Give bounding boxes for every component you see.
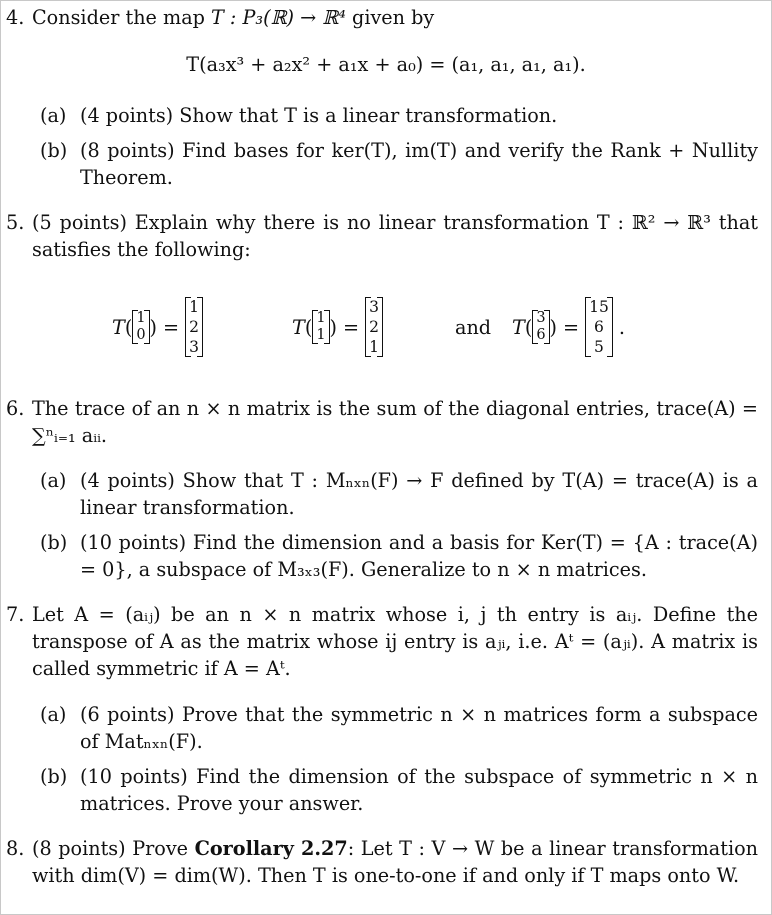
question-number: 5. — [6, 211, 25, 234]
part-label: (a) — [40, 469, 67, 492]
t-symbol: T — [112, 315, 125, 339]
part-text: (10 points) Find the dimension and a basis for Ker(T) = {A : trace(A) = 0}, a subspace of M₃ₓ₃(F). Generalize to n × n matrices. — [80, 531, 758, 581]
part-text: (4 points) Show that T is a linear transformation. — [80, 104, 558, 127]
part-text: (4 points) Show that T : Mₙₓₙ(F) → F defined by T(A) = trace(A) is a linear transformation. — [80, 469, 758, 519]
question-5 — [6, 209, 758, 263]
part-text: (8 points) Find bases for ker(T), im(T) and verify the Rank + Nullity Theorem. — [80, 139, 758, 189]
q6-part-b — [40, 529, 758, 583]
question-number: 6. — [6, 397, 25, 420]
q8-points: (8 points) Prove — [32, 837, 189, 860]
q4-equation: T(a₃x³ + a₂x² + a₁x + a₀) = (a₁, a₁, a₁, a₁). — [186, 53, 586, 76]
part-label: (a) — [40, 703, 67, 726]
q5-map-1: T ( 1 0 ) = 1 2 3 — [112, 282, 203, 372]
q8-text: : Let T : V → W be a linear transformation with dim(V) = dim(W). Then T is one-to-one if and only if T maps onto W. — [32, 837, 758, 887]
q7-part-a — [40, 701, 758, 755]
q5-map-3: T ( 3 6 ) = 15 6 5 . — [512, 298, 625, 356]
q7-part-b — [40, 763, 758, 817]
q5-and: and — [455, 315, 492, 339]
q6-part-a — [40, 467, 758, 521]
question-number: 4. — [6, 6, 25, 29]
question-number: 8. — [6, 837, 25, 860]
question-7 — [6, 601, 758, 682]
q5-text: (5 points) Explain why there is no linear transformation T : ℝ² → ℝ³ that satisfies the following: — [32, 211, 758, 261]
q4-part-a — [40, 102, 758, 129]
q4-map: T : P₃(ℝ) → ℝ⁴ — [211, 6, 346, 29]
part-label: (b) — [40, 765, 68, 788]
part-label: (b) — [40, 531, 68, 554]
part-text: (10 points) Find the dimension of the subspace of symmetric n × n matrices. Prove your answer. — [80, 765, 758, 815]
question-6 — [6, 395, 758, 449]
q5-map-2: T ( 1 1 ) = 3 2 1 — [292, 282, 383, 372]
t-symbol: T — [512, 315, 525, 339]
q8-corollary: Corollary 2.27 — [194, 837, 348, 860]
output-vector: 1 2 3 — [185, 297, 203, 357]
q4-given-by: given by — [352, 6, 435, 29]
output-vector: 3 2 1 — [365, 297, 383, 357]
q4-part-b — [40, 137, 758, 191]
t-symbol: T — [292, 315, 305, 339]
input-vector: 1 0 — [132, 310, 149, 344]
question-4 — [6, 4, 758, 31]
part-text: (6 points) Prove that the symmetric n × n matrices form a subspace of Matₙₓₙ(F). — [80, 703, 758, 753]
question-8 — [6, 835, 758, 889]
input-vector: 1 1 — [312, 310, 329, 344]
output-vector: 15 6 5 — [585, 297, 613, 357]
part-label: (a) — [40, 104, 67, 127]
q4-intro: Consider the map — [32, 6, 205, 29]
part-label: (b) — [40, 139, 68, 162]
q5-conditions — [0, 282, 772, 372]
q6-text: The trace of an n × n matrix is the sum of the diagonal entries, trace(A) = ∑ⁿᵢ₌₁ aᵢᵢ. — [32, 397, 758, 447]
input-vector: 3 6 — [532, 310, 549, 344]
question-number: 7. — [6, 603, 25, 626]
q7-text: Let A = (aᵢⱼ) be an n × n matrix whose i, j th entry is aᵢⱼ. Define the transpose of A as the matrix whose ij entry is aⱼᵢ, i.e. Aᵗ = (aⱼᵢ). A matrix is called symmetric if A = Aᵗ. — [32, 603, 758, 680]
